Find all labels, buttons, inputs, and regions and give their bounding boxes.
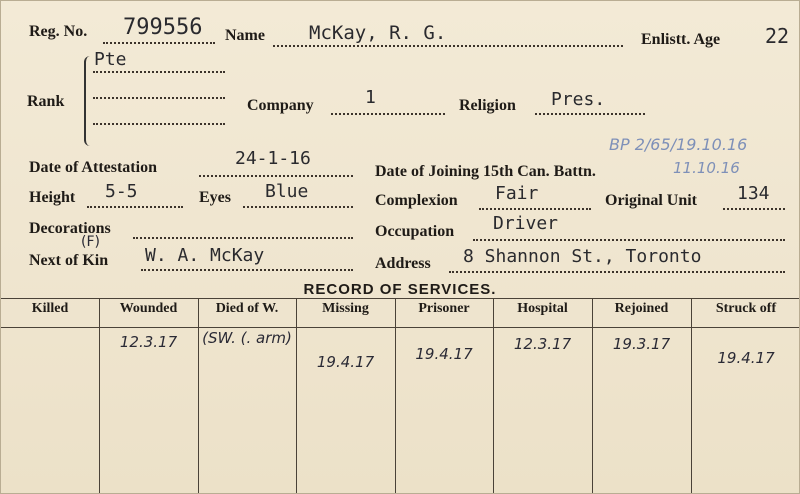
original-unit-line <box>723 208 785 210</box>
complexion-line <box>479 208 591 210</box>
height-value: 5-5 <box>105 181 138 202</box>
rank-label: Rank <box>27 93 65 110</box>
table-header-rule <box>1 327 799 328</box>
column-divider <box>493 298 494 493</box>
religion-value: Pres. <box>551 89 606 110</box>
address-label: Address <box>375 255 431 272</box>
company-value: 1 <box>365 87 376 108</box>
column-value: 19.4.17 <box>717 349 775 367</box>
height-line <box>87 206 183 208</box>
column-value: (SW. (. arm) <box>202 329 292 347</box>
date-attestation-label: Date of Attestation <box>29 159 157 176</box>
name-label: Name <box>225 27 265 44</box>
eyes-line <box>243 206 353 208</box>
column-value: 19.4.17 <box>316 353 375 371</box>
column-value: 12.3.17 <box>119 333 178 351</box>
next-of-kin-label: Next of Kin <box>29 252 109 269</box>
address-value: 8 Shannon St., Toronto <box>463 246 702 267</box>
column-header: Hospital <box>517 301 568 316</box>
eyes-label: Eyes <box>199 189 231 206</box>
column-divider <box>296 298 297 493</box>
company-label: Company <box>247 97 314 114</box>
decorations-label: Decorations <box>29 220 111 237</box>
occupation-value: Driver <box>493 213 559 234</box>
date-attestation-value: 24-1-16 <box>235 148 311 169</box>
reg-no-value: 799556 <box>123 15 203 40</box>
rank-line-1 <box>93 71 225 73</box>
column-header: Rejoined <box>614 301 669 316</box>
complexion-label: Complexion <box>375 192 458 209</box>
column-header: Killed <box>31 301 69 316</box>
date-attestation-line <box>199 175 353 177</box>
original-unit-value: 134 <box>737 183 770 204</box>
table-top-rule <box>1 298 799 299</box>
next-of-kin-line <box>141 269 353 271</box>
address-line <box>449 271 785 273</box>
reg-no-label: Reg. No. <box>29 23 88 40</box>
column-divider <box>395 298 396 493</box>
date-joining-note: BP 2/65/19.10.16 <box>609 135 748 154</box>
enlist-age-label: Enlistt. Age <box>641 31 721 48</box>
column-header: Struck off <box>715 301 777 316</box>
rank-line-3 <box>93 123 225 125</box>
next-of-kin-relation: (F) <box>81 234 100 250</box>
date-joining-value: 11.10.16 <box>673 159 740 177</box>
company-line <box>331 113 445 115</box>
eyes-value: Blue <box>265 181 309 202</box>
occupation-label: Occupation <box>375 223 455 240</box>
next-of-kin-value: W. A. McKay <box>145 245 265 266</box>
column-header: Missing <box>322 301 369 316</box>
column-divider <box>99 298 100 493</box>
occupation-line <box>473 239 785 241</box>
rank-value: Pte <box>94 49 127 70</box>
reg-no-line <box>103 42 215 44</box>
column-divider <box>592 298 593 493</box>
name-line <box>273 45 623 47</box>
column-value: 12.3.17 <box>513 335 572 353</box>
column-header: Died of W. <box>215 301 279 316</box>
decorations-line <box>133 237 353 239</box>
height-label: Height <box>29 189 76 206</box>
column-value: 19.3.17 <box>612 335 671 353</box>
column-header: Prisoner <box>418 301 470 316</box>
date-joining-label: Date of Joining 15th Can. Battn. <box>375 163 596 180</box>
religion-line <box>535 113 645 115</box>
name-value: McKay, R. G. <box>309 22 447 44</box>
religion-label: Religion <box>459 97 516 114</box>
column-value: 19.4.17 <box>415 345 473 363</box>
rank-brace <box>84 56 92 146</box>
original-unit-label: Original Unit <box>605 192 698 209</box>
enlist-age-value: 22 <box>765 24 790 48</box>
rank-line-2 <box>93 97 225 99</box>
column-divider <box>198 298 199 493</box>
complexion-value: Fair <box>495 183 539 204</box>
column-divider <box>691 298 692 493</box>
record-of-services-title: RECORD OF SERVICES. <box>303 281 497 298</box>
column-header: Wounded <box>119 301 178 316</box>
